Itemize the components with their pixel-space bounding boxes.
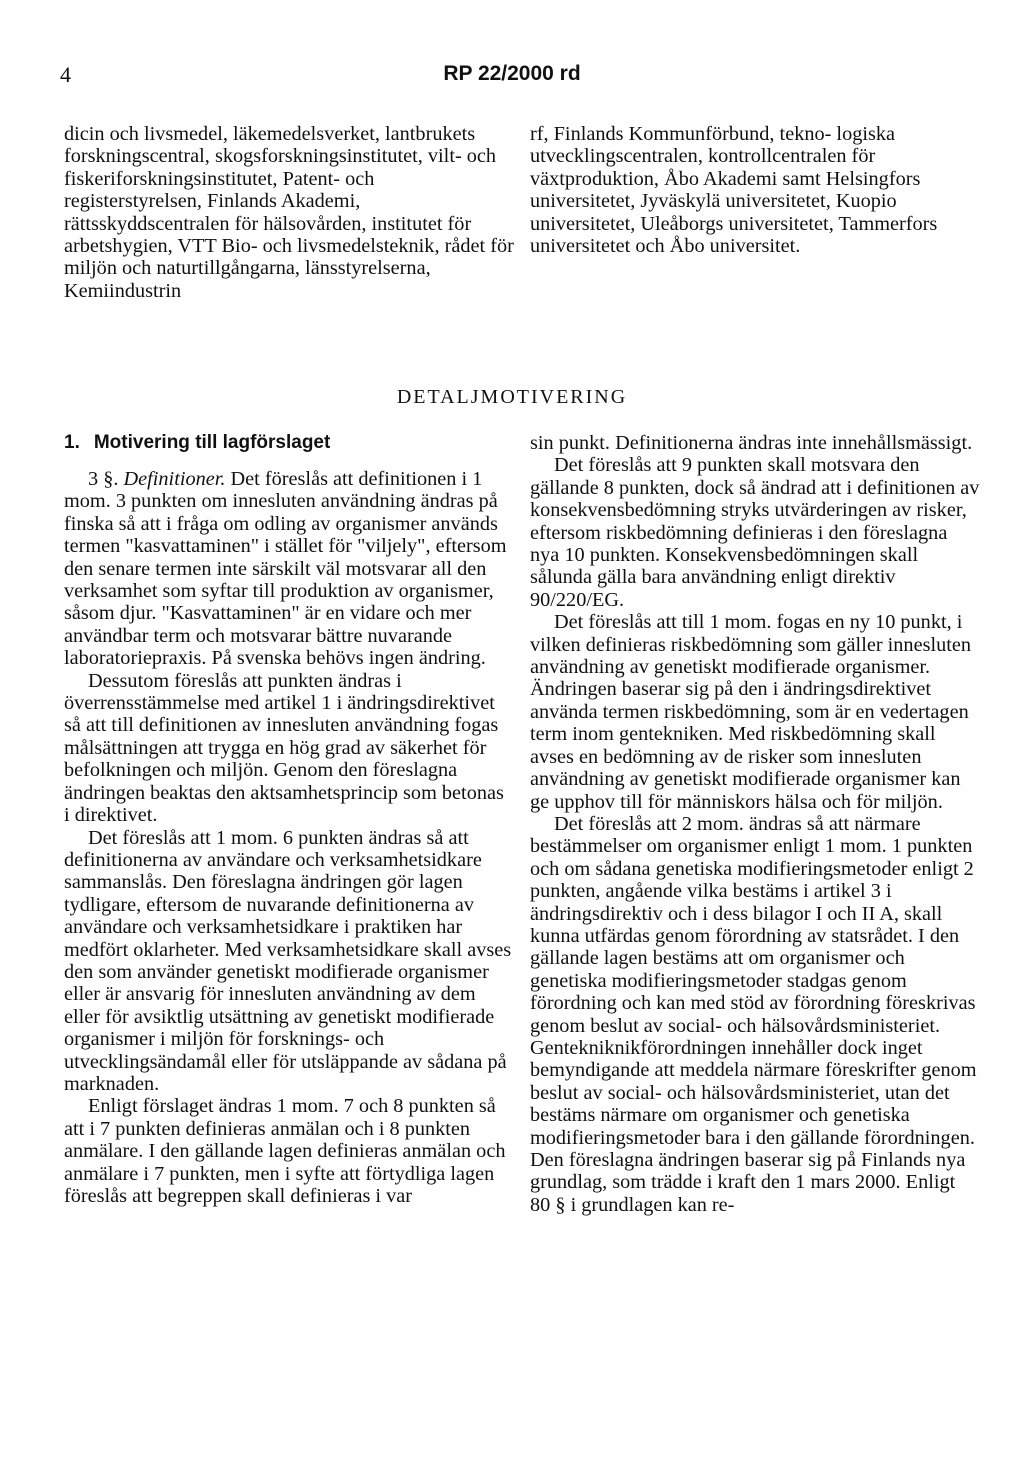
section-title: DETALJMOTIVERING <box>396 386 628 408</box>
document-id: RP 22/2000 rd <box>443 62 581 85</box>
paragraph-right-2: Det föreslås att 9 punkten skall motsvara den gällande 8 punkten, dock så ändrad att i definitionen av konsekvensbedömning stryks utvärderingen av risker, eftersom riskbedömning definieras i den föreslagna nya 10 punkten. Konsekvensbedömningen skall sålunda gälla bara användning enligt direktiv 90/220/EG. <box>530 454 980 611</box>
intro-left-text: dicin och livsmedel, läkemedelsverket, lantbrukets forskningscentral, skogsforskningsinstitutet, vilt- och fiskeriforskningsinstitutet, Patent- och registerstyrelsen, Finlands Akademi, rättsskyddscentralen för hälsovården, institutet för arbetshygien, VTT Bio- och livsmedelsteknik, rådet för miljön och naturtillgångarna, länsstyrelserna, Kemiindustrin <box>64 123 514 302</box>
paragraph-definitions <box>64 468 514 670</box>
section-ref: 3 §. <box>88 468 124 490</box>
paragraph-left-2: Dessutom föreslås att punkten ändras i överrensstämmelse med artikel 1 i ändringsdirektivet så att till definitionen av innesluten användning fogas målsättningen att trygga en hög grad av säkerhet för befolkningen och miljön. Genom den föreslagna ändringen beaktas den aktsamhetsprincip som betonas i direktivet. <box>64 669 504 827</box>
paragraph-left-4: Enligt förslaget ändras 1 mom. 7 och 8 punkten så att i 7 punkten definieras anmälan och i 8 punkten anmälare. I den gällande lagen definieras anmälan och anmälare i 7 punkten, men i syfte att förtydliga lagen föreslås att begreppen skall definieras i var <box>64 1095 506 1207</box>
intro-right-column <box>530 123 980 257</box>
subheading <box>64 432 514 454</box>
intro-right-text: rf, Finlands Kommunförbund, tekno- logiska utvecklingscentralen, kontrollcentralen för växtproduktion, Åbo Akademi samt Helsingfors universitetet, Jyväskylä universitetet, Kuopio universitetet, Uleåborgs universitetet, Tammerfors universitetet och Åbo universitet. <box>530 123 938 258</box>
paragraph-right-3: Det föreslås att till 1 mom. fogas en ny 10 punkt, i vilken definieras riskbedömning som gäller innesluten användning av genetiskt modifierade organismer. Ändringen baserar sig på den i ändringsdirektivet använda termen riskbedömning, som är en vedertagen term inom gentekniken. Med riskbedömning skall avses en bedömning av de risker som innesluten användning av genetiskt modifierade organismer kan ge upphov till för människors hälsa och för miljön. <box>530 611 972 813</box>
definitions-body: Det föreslås att definitionen i 1 mom. 3 punkten om innesluten användning ändras på finska så att i fråga om odling av organismer används termen "kasvattaminen" i stället för "viljely", eftersom den senare termen inte särskilt väl motsvarar all den verksamhet som syftar till produktion av organismer, såsom djur. "Kasvattaminen" är en vidare och mer användbar term och motsvarar bättre nuvarande laboratoriepraxis. På svenska behövs ingen ändring. <box>64 468 507 670</box>
main-right-column <box>530 432 980 1216</box>
page-number: 4 <box>60 62 71 87</box>
subheading-number: 1. <box>64 432 80 453</box>
paragraph-right-1: sin punkt. Definitionerna ändras inte innehållsmässigt. <box>530 432 973 454</box>
paragraph-right-4: Det föreslås att 2 mom. ändras så att närmare bestämmelser om organismer enligt 1 mom. 1 punkten och om sådana genetiska modifieringsmetoder enligt 2 punkten, angående vilka bestäms i artikel 3 i ändringsdirektiv och i dess bilagor I och II A, skall kunna utfärdas genom förordning av statsrådet. I den gällande lagen bestäms att om organismer och genetiska modifieringsmetoder stadgas genom förordning och kan med stöd av förordning föreskrivas genom beslut av social- och hälsovårdsministeriet. Gentekniknikförordningen innehåller dock inget bemyndigande att meddela närmare föreskrifter genom beslut av social- och hälsovårdsministeriet, utan det bestäms närmare om organismer och genetiska modifieringsmetoder bara i den gällande förordningen. Den föreslagna ändringen baserar sig på Finlands nya grundlag, som trädde i kraft den 1 mars 2000. Enligt 80 § i grundlagen kan re- <box>530 812 977 1216</box>
intro-left-column <box>64 123 514 302</box>
subheading-text: Motivering till lagförslaget <box>93 432 331 453</box>
definitions-title: Definitioner. <box>123 468 226 490</box>
main-left-column <box>64 432 514 1207</box>
paragraph-left-3: Det föreslås att 1 mom. 6 punkten ändras så att definitionerna av användare och verksamhetsidkare sammanslås. Den föreslagna ändringen gör lagen tydligare, eftersom de nuvarande definitionerna av användare och verksamhetsidkare i praktiken har medfört oklarheter. Med verksamhetsidkare skall avses den som använder genetiskt modifierade organismer eller är ansvarig för innesluten användning av dem eller för avsiktlig utsättning av genetiskt modifierade organismer i miljön för forsknings- och utvecklingsändamål eller för utsläppande av sådana på marknaden. <box>64 826 512 1095</box>
